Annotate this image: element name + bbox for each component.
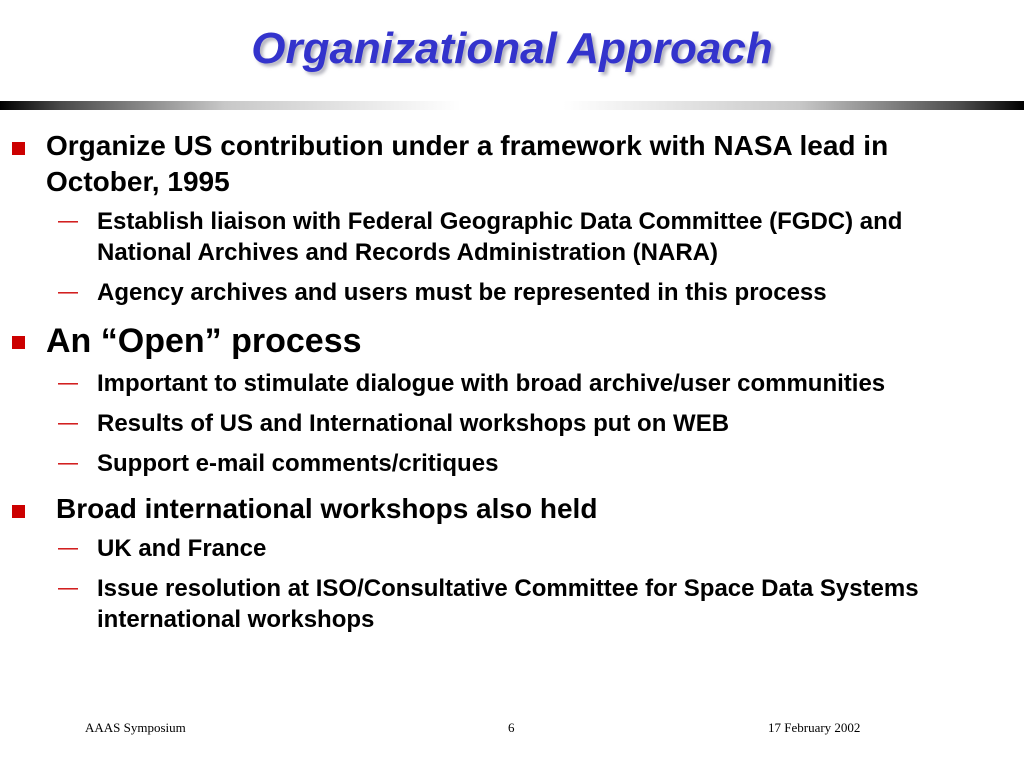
bullet-2 [0,320,1024,362]
sub-bullet-3-1 [0,533,1024,564]
sub-bullet-3-1-text: UK and France [97,535,267,562]
sub-bullet-1-2 [0,277,1024,308]
sub-bullet-2-1-text: Important to stimulate dialogue with broad archive/user communities [97,370,886,397]
sub-bullet-2-2-text: Results of US and International workshops put on WEB [97,410,730,437]
bullet-2-text: An “Open” process [46,322,362,360]
square-bullet-icon [12,142,25,155]
footer-page-number: 6 [508,720,515,735]
dash-marker-icon: — [58,281,78,303]
sub-bullet-1-2-text: Agency archives and users must be represented in this process [97,279,827,306]
dash-marker-icon: — [58,577,78,599]
sub-bullet-3-2-text: Issue resolution at ISO/Consultative Committee for Space Data Systems international workshops [97,575,919,633]
bullet-1 [0,128,1024,200]
sub-bullet-1-1 [0,206,1024,268]
bullet-1-text: Organize US contribution under a framework with NASA lead in October, 1995 [46,130,889,197]
sub-bullet-3-2 [0,573,1024,635]
sub-bullet-1-1-text: Establish liaison with Federal Geographic Data Committee (FGDC) and National Archives and Records Administration (NARA) [97,208,903,266]
dash-marker-icon: — [58,452,78,474]
slide-title: Organizational Approach [251,24,773,73]
dash-marker-icon: — [58,210,78,232]
sub-bullet-2-3-text: Support e-mail comments/critiques [97,450,499,477]
bullet-3 [0,491,1024,527]
dash-marker-icon: — [58,412,78,434]
slide-content [0,128,1024,644]
square-bullet-icon [12,336,25,349]
footer-event: AAAS Symposium [85,720,186,735]
bullet-3-text: Broad international workshops also held [56,493,598,524]
dash-marker-icon: — [58,372,78,394]
square-bullet-icon [12,505,25,518]
title-divider [0,101,1024,110]
sub-bullet-2-3 [0,448,1024,479]
footer-date: 17 February 2002 [768,720,861,735]
sub-bullet-2-2 [0,408,1024,439]
dash-marker-icon: — [58,537,78,559]
sub-bullet-2-1 [0,368,1024,399]
